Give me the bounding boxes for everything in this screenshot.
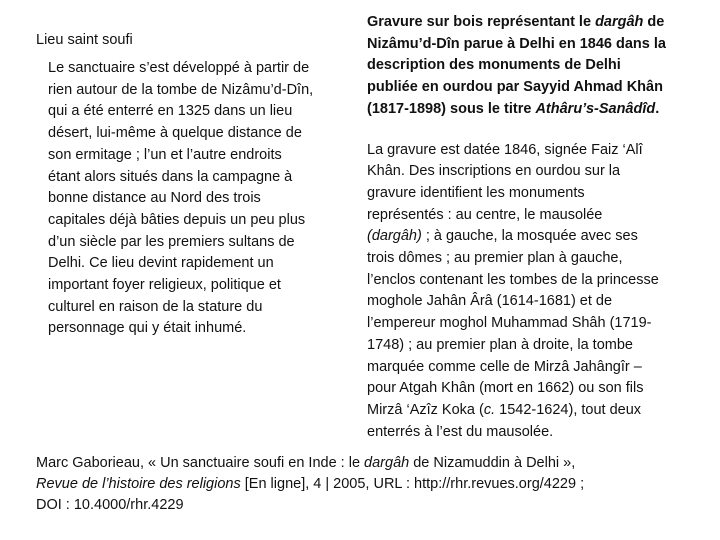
paragraph-line: personnage qui y était inhumé. (48, 320, 247, 337)
paragraph-line: désert, lui-même à quelque distance de (48, 125, 302, 142)
paragraph-line: Le sanctuaire s’est développé à partir de (48, 60, 310, 76)
section-heading: Lieu saint soufi (36, 32, 133, 48)
paragraph-line: d’un siècle par les premiers sultans de (48, 233, 295, 250)
citation (36, 453, 696, 516)
citation-line: Revue de l’histoire des religions [En ligne], 4 | 2005, URL : http://rhr.revues.org/4229 ; (36, 476, 585, 492)
caption-line: moghole Jahân Ârâ (1614-1681) et de (367, 293, 613, 310)
paragraph-line: étant alors situés dans la campagne à (48, 168, 293, 185)
caption-title-line: publiée en ourdou par Sayyid Ahmad Khân (367, 79, 663, 96)
paragraph-line: important foyer religieux, politique et (48, 277, 281, 294)
main-paragraph (48, 58, 360, 340)
paragraph-line: rien autour de la tombe de Nizâmu’d-Dîn, (48, 81, 314, 98)
caption-line: Khân. Des inscriptions en ourdou sur la (367, 163, 621, 180)
paragraph-line: culturel en raison de la stature du (48, 298, 263, 315)
citation-doi: DOI : 10.4000/rhr.4229 (36, 497, 184, 513)
caption-line: Mirzâ ‘Azîz Koka (c. 1542-1624), tout deux (367, 401, 642, 418)
paragraph-line: qui a été enterré en 1325 dans un lieu (48, 103, 293, 120)
caption-line: l’enclos contenant les tombes de la princesse (367, 271, 659, 288)
caption-title-line: Gravure sur bois représentant le dargâh de (367, 14, 665, 30)
paragraph-line: bonne distance au Nord des trois (48, 190, 261, 207)
caption-line: pour Atgah Khân (mort en 1662) ou son fils (367, 380, 644, 397)
caption-title-line: Nizâmu’d-Dîn parue à Delhi en 1846 dans la (367, 35, 666, 52)
caption-line: La gravure est datée 1846, signée Faiz ‘Alî (367, 141, 643, 158)
caption-line: gravure identifient les monuments (367, 184, 585, 201)
caption-line: 1748) ; au premier plan à droite, la tombe (367, 336, 633, 353)
paragraph-line: son ermitage ; l’un et l’autre endroits (48, 146, 282, 163)
caption-body (367, 140, 699, 444)
engraving-caption (367, 12, 699, 443)
caption-line: l’empereur moghol Muhammad Shâh (1719- (367, 315, 652, 332)
caption-title-line: (1817-1898) sous le titre Athâru’s-Sanâdîd. (367, 100, 660, 117)
caption-line: marquée comme celle de Mirzâ Jahângîr – (367, 358, 642, 375)
caption-title-line: description des monuments de Delhi (367, 57, 621, 74)
paragraph-line: Delhi. Ce lieu devint rapidement un (48, 255, 274, 272)
paragraph-line: capitales déjà bâties depuis un peu plus (48, 211, 306, 228)
caption-title (367, 12, 699, 121)
caption-line: (dargâh) ; à gauche, la mosquée avec ses (367, 228, 638, 245)
citation-line: Marc Gaborieau, « Un sanctuaire soufi en Inde : le dargâh de Nizamuddin à Delhi », (36, 455, 576, 471)
caption-line: trois dômes ; au premier plan à gauche, (367, 250, 623, 267)
caption-line: enterrés à l’est du mausolée. (367, 423, 554, 440)
caption-line: représentés : au centre, le mausolée (367, 206, 603, 223)
